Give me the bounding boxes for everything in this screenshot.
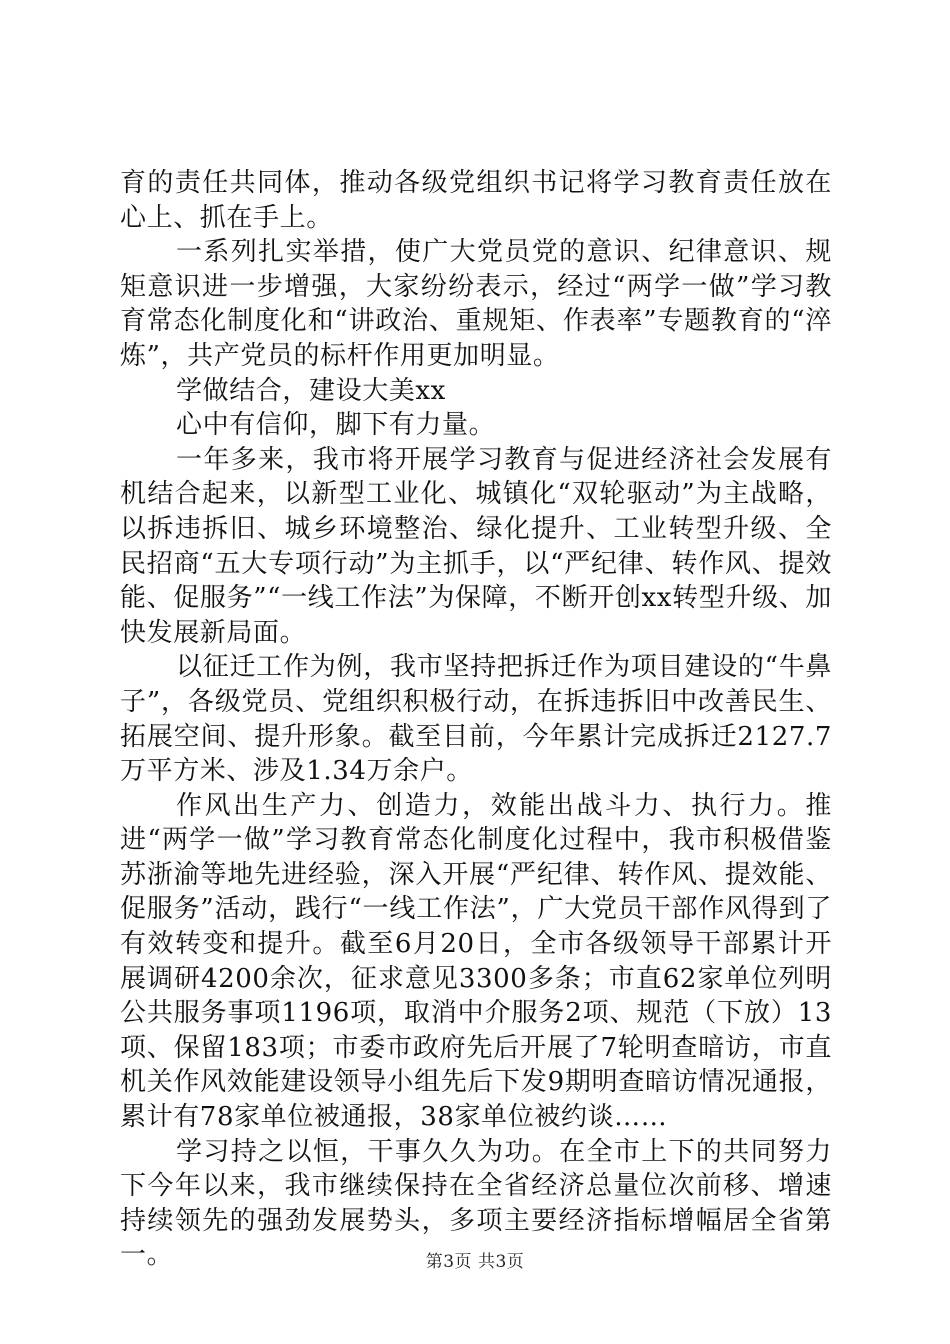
paragraph-1: 育的责任共同体，推动各级党组织书记将学习教育责任放在心上、抓在手上。: [120, 168, 832, 233]
paragraph-8: 学习持之以恒，干事久久为功。在全市上下的共同努力下今年以来，我市继续保持在全省经济总量位次前移、增速持续领先的强劲发展势头，多项主要经济指标增幅居全省第一。: [120, 1136, 832, 1271]
page-number-footer: 第3页 共3页: [425, 1252, 525, 1272]
section-heading: 学做结合，建设大美xx: [176, 375, 446, 406]
paragraph-2: 一系列扎实举措，使广大党员党的意识、纪律意识、规矩意识进一步增强，大家纷纷表示，经过“两学一做”学习教育常态化制度化和“讲政治、重规矩、作表率”专题教育的“淬炼”，共产党员的标杆作用更加明显。: [120, 237, 832, 371]
paragraph-5: 一年多来，我市将开展学习教育与促进经济社会发展有机结合起来，以新型工业化、城镇化“双轮驱动”为主战略，以拆违拆旧、城乡环境整治、绿化提升、工业转型升级、全民招商“五大专项行动”为主抓手，以“严纪律、转作风、提效能、促服务”“一线工作法”为保障，不断开创xx转型升级、加快发展新局面。: [120, 444, 832, 648]
document-body: [120, 166, 832, 1273]
paragraph-6: 以征迁工作为例，我市坚持把拆迁作为项目建设的“牛鼻子”，各级党员、党组织积极行动，在拆违拆旧中改善民生、拓展空间、提升形象。截至目前，今年累计完成拆迁2127.7万平方米、涉及1.34万余户。: [120, 652, 832, 787]
paragraph-4: 心中有信仰，脚下有力量。: [176, 410, 496, 441]
paragraph-7: 作风出生产力、创造力，效能出战斗力、执行力。推进“两学一做”学习教育常态化制度化过程中，我市积极借鉴苏浙渝等地先进经验，深入开展“严纪律、转作风、提效能、促服务”活动，践行“一线工作法”，广大党员干部作风得到了有效转变和提升。截至6月20日，全市各级领导干部累计开展调研4200余次，征求意见3300多条；市直62家单位列明公共服务事项1196项，取消中介服务2项、规范（下放）13项、保留183项；市委市政府先后开展了7轮明查暗访，市直机关作风效能建设领导小组先后下发9期明查暗访情况通报，累计有78家单位被通报，38家单位被约谈……: [120, 790, 832, 1133]
